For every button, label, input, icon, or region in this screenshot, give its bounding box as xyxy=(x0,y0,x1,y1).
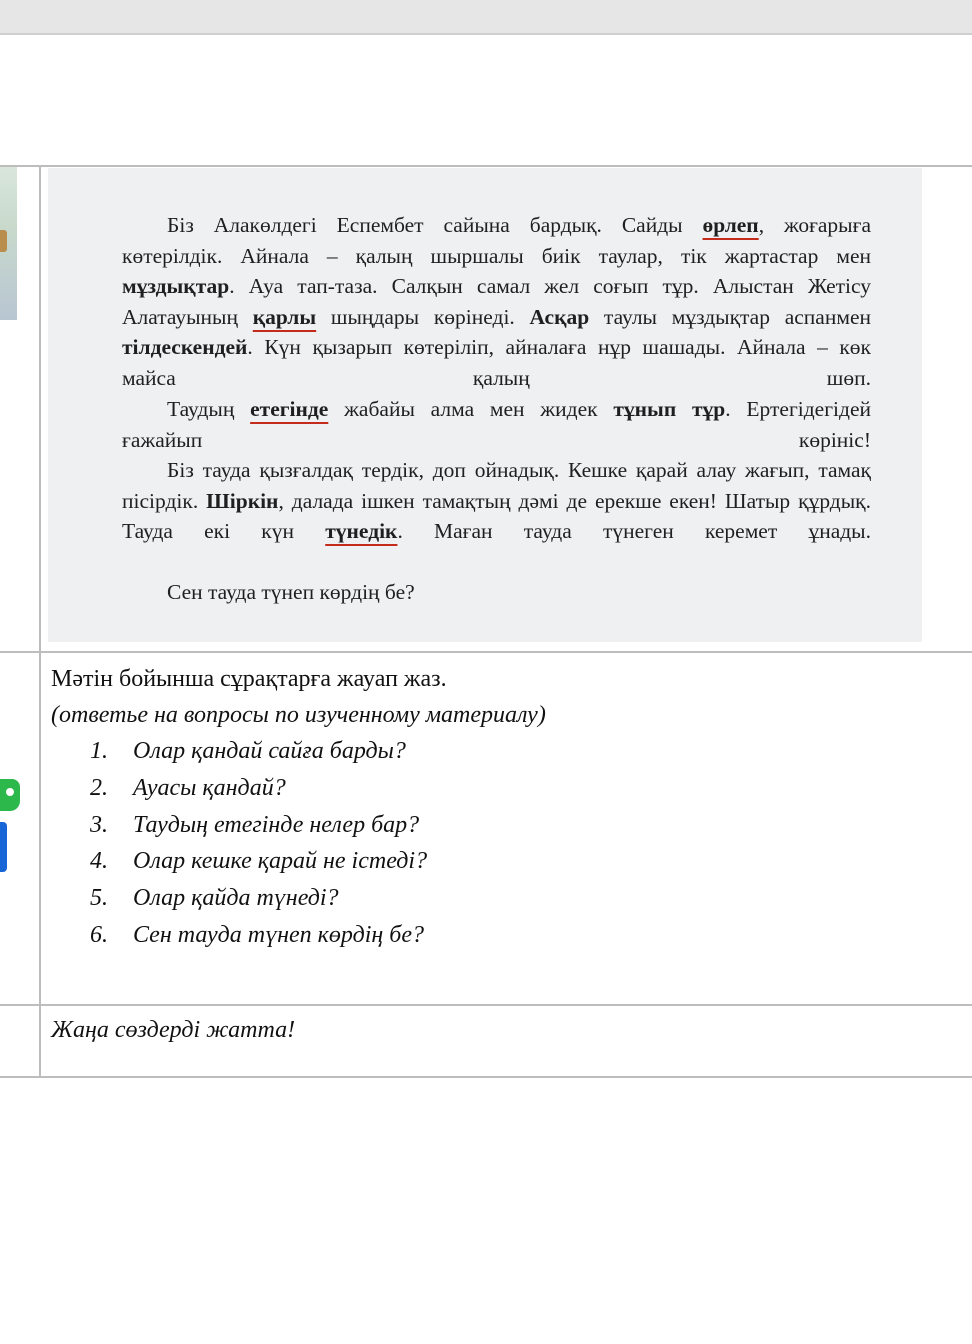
table-border-row2 xyxy=(0,651,972,653)
question-number: 2. xyxy=(90,774,108,801)
question-item xyxy=(90,812,427,849)
table-border-bottom xyxy=(0,1076,972,1078)
question-item xyxy=(90,775,427,812)
task-title: Мәтін бойынша сұрақтарға жауап жаз. xyxy=(51,666,447,692)
chat-icon xyxy=(0,779,20,811)
question-item xyxy=(90,738,427,775)
question-item xyxy=(90,922,427,959)
question-text: Сен тауда түнеп көрдің бе? xyxy=(133,921,424,948)
question-item xyxy=(90,848,427,885)
question-text: Олар қайда түнеді? xyxy=(133,885,339,912)
text-run: , жоғарыға көтерілдік. Айнала – қалың шыршалы биік таулар, тік жартастар мен xyxy=(122,213,871,268)
question-text: Олар кешке қарай не істеді? xyxy=(133,848,428,875)
text-run: Таудың xyxy=(167,397,251,421)
table-border-row3 xyxy=(0,1004,972,1006)
reading-paragraph-3 xyxy=(122,455,871,547)
question-number: 3. xyxy=(90,811,108,838)
text-run: , далада ішкен тамақтың дәмі де ерекше екен! Шатыр құрдық. Тауда екі күн xyxy=(122,488,872,544)
table-column-divider xyxy=(39,165,41,1078)
text-run: шыңдары көрінеді. xyxy=(316,304,530,329)
question-text: Олар қандай сайға барды? xyxy=(133,738,406,764)
text-run: Біз Алакөлдегі Еспембет сайына бардық. Сайды xyxy=(167,213,703,237)
question-text: Таудың етегінде нелер бар? xyxy=(133,811,420,838)
text-run: . Ертегідегідей ғажайып көрініс! xyxy=(122,397,871,452)
underlined-keyword: етегінде xyxy=(250,397,329,421)
reading-paragraph-2 xyxy=(122,394,871,455)
text-run: . Күн қызарып көтеріліп, айналаға нұр шашады. Айнала – көк майса қалың шөп. xyxy=(122,335,871,390)
question-text: Ауасы қандай? xyxy=(133,774,286,801)
app-icon xyxy=(0,822,7,872)
bold-keyword: мұздықтар xyxy=(122,274,230,299)
underlined-keyword: түнедік xyxy=(325,519,398,544)
question-number: 1. xyxy=(90,738,108,764)
illustration-fragment xyxy=(0,167,17,320)
question-list xyxy=(90,738,427,959)
bold-keyword: Асқар xyxy=(529,304,590,329)
question-number: 6. xyxy=(90,921,108,948)
text-run: . Ауа тап-таза. Салқын самал жел соғып тұр. Алыстан Жетісу Алатауының xyxy=(122,274,871,329)
underlined-keyword: қарлы xyxy=(252,304,317,329)
task-subtitle: (ответье на вопросы по изученному материалу) xyxy=(51,702,546,728)
bold-keyword: тілдескендей xyxy=(122,335,248,360)
reading-paragraph-1 xyxy=(122,210,871,394)
text-run: Біз тауда қызғалдақ тердік, доп ойнадық. Кешке қарай алау жағып, тамақ пісірдік. xyxy=(122,458,871,513)
text-run: таулы мұздықтар аспанмен xyxy=(589,304,871,329)
viewer-top-bar xyxy=(0,0,972,35)
text-run: . Маған тауда түнеген керемет ұнады. xyxy=(397,519,872,544)
question-number: 4. xyxy=(90,848,108,875)
bold-keyword: тұнып тұр xyxy=(613,397,726,421)
reading-paragraph-4 xyxy=(122,577,871,608)
question-item xyxy=(90,885,427,922)
underlined-keyword: өрлеп xyxy=(702,213,759,237)
bold-keyword: Шіркін xyxy=(206,488,279,513)
question-number: 5. xyxy=(90,885,108,912)
memorize-instruction: Жаңа сөздерді жатта! xyxy=(51,1017,296,1043)
text-run: жабайы алма мен жидек xyxy=(328,397,614,421)
table-border-top xyxy=(0,165,972,167)
text-run: Сен тауда түнеп көрдің бе? xyxy=(167,580,415,604)
